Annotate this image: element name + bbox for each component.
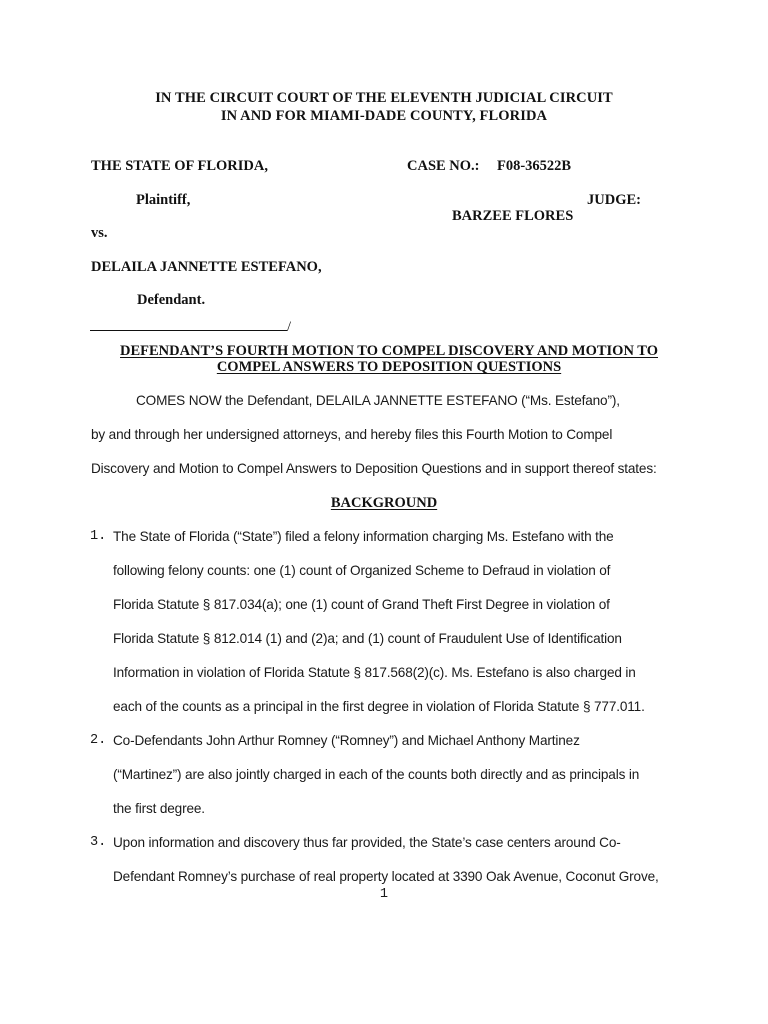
court-name-line-1: IN THE CIRCUIT COURT OF THE ELEVENTH JUDICIAL CIRCUIT: [155, 90, 613, 106]
paragraph-2-line-2: (“Martinez”) are also jointly charged in each of the counts both directly and as principals in: [113, 767, 640, 782]
plaintiff-role: Plaintiff,: [136, 192, 191, 208]
paragraph-number: 2.: [90, 733, 107, 748]
caption-signature-rule: [90, 318, 291, 336]
paragraph-1-line-2: following felony counts: one (1) count of Organized Scheme to Defraud in violation of: [113, 563, 611, 578]
paragraph-3-line-1: Upon information and discovery thus far provided, the State’s case centers around Co-: [113, 835, 621, 850]
paragraph-1-line-5: Information in violation of Florida Statute § 817.568(2)(c). Ms. Estefano is also charged in: [113, 665, 636, 680]
motion-title-line-1: DEFENDANT’S FOURTH MOTION TO COMPEL DISCOVERY AND MOTION TO: [120, 343, 658, 359]
court-name-line-2: IN AND FOR MIAMI-DADE COUNTY, FLORIDA: [220, 108, 548, 124]
intro-line-2: by and through her undersigned attorneys, and hereby files this Fourth Motion to Compel: [91, 427, 613, 442]
plaintiff-name: THE STATE OF FLORIDA,: [91, 158, 268, 174]
intro-line-3: Discovery and Motion to Compel Answers to Deposition Questions and in support thereof states:: [91, 461, 657, 476]
caption-rule-line: [90, 318, 287, 331]
case-number-label: CASE NO.:: [407, 158, 480, 174]
paragraph-1-line-1: The State of Florida (“State”) filed a felony information charging Ms. Estefano with the: [113, 529, 614, 544]
paragraph-number: 3.: [90, 835, 107, 850]
paragraph-1-line-4: Florida Statute § 812.014 (1) and (2)a; and (1) count of Fraudulent Use of Identification: [113, 631, 622, 646]
versus-label: vs.: [91, 225, 108, 241]
intro-line-1: COMES NOW the Defendant, DELAILA JANNETTE ESTEFANO (“Ms. Estefano”),: [136, 393, 620, 408]
case-number: F08-36522B: [497, 158, 572, 174]
motion-title-line-2: COMPEL ANSWERS TO DEPOSITION QUESTIONS: [216, 359, 562, 375]
paragraph-2-line-1: Co-Defendants John Arthur Romney (“Romney”) and Michael Anthony Martinez: [113, 733, 580, 748]
defendant-role: Defendant.: [137, 292, 206, 308]
judge-name: BARZEE FLORES: [452, 208, 574, 224]
paragraph-1-line-6: each of the counts as a principal in the first degree in violation of Florida Statute § 777.011.: [113, 699, 645, 714]
paragraph-number: 1.: [90, 529, 107, 544]
paragraph-3-line-2: Defendant Romney’s purchase of real property located at 3390 Oak Avenue, Coconut Grove,: [113, 869, 659, 884]
caption-rule-slash: /: [287, 319, 292, 335]
judge-label: JUDGE:: [587, 192, 641, 208]
defendant-name: DELAILA JANNETTE ESTEFANO,: [91, 259, 322, 275]
paragraph-2-line-3: the first degree.: [113, 801, 205, 816]
page-number: 1: [379, 887, 389, 902]
paragraph-1-line-3: Florida Statute § 817.034(a); one (1) count of Grand Theft First Degree in violation of: [113, 597, 610, 612]
background-heading: BACKGROUND: [330, 495, 438, 511]
